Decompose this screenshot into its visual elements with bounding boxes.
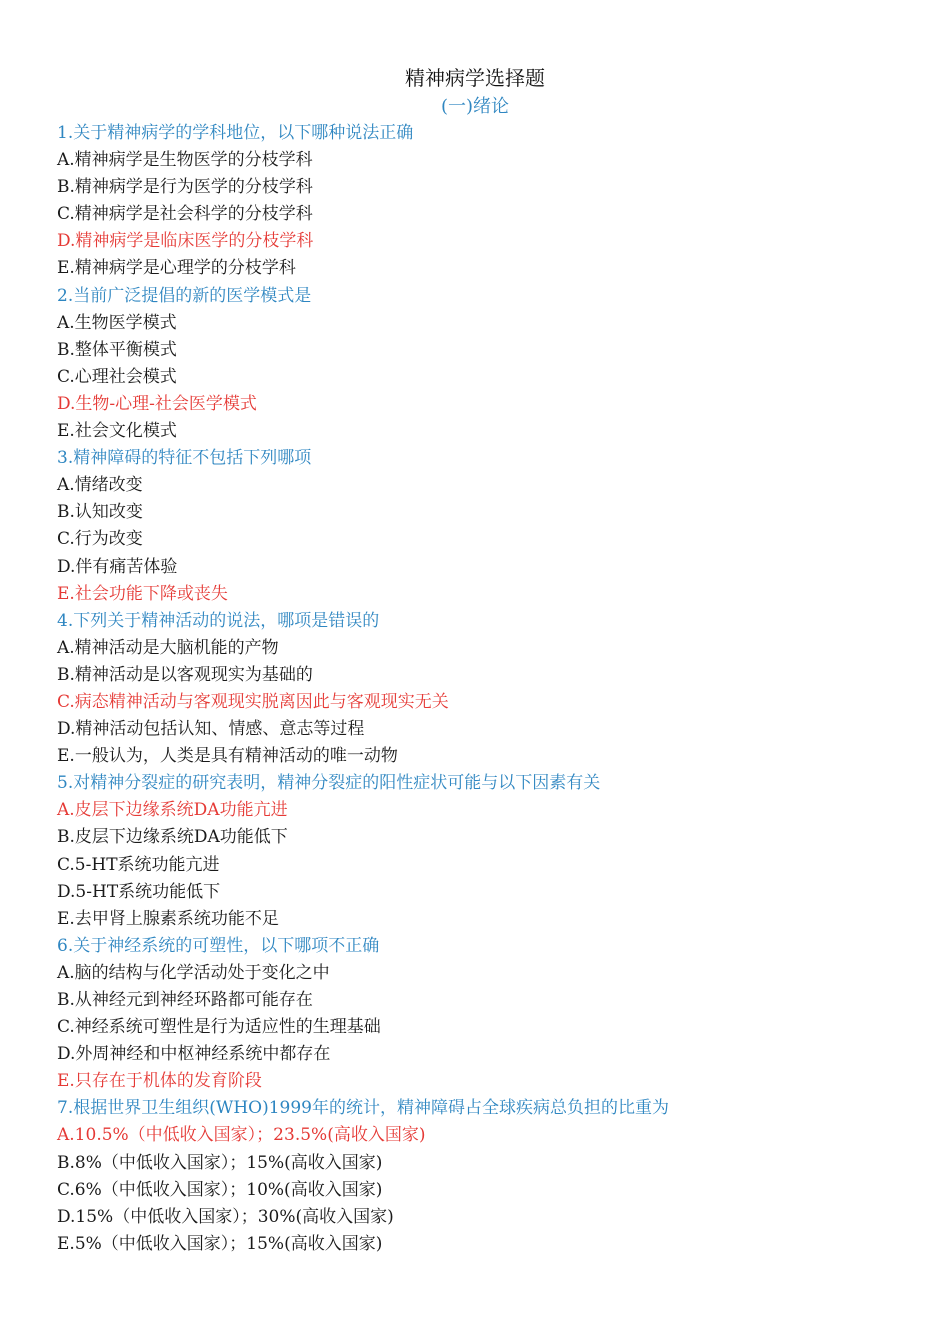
answer-choice: D.伴有痛苦体验 xyxy=(57,556,178,577)
answer-option: A.10.5%（中低收入国家）；23.5%(高收入国家) xyxy=(57,1125,426,1146)
answer-option: A.皮层下边缘系统DA功能亢进 xyxy=(57,800,288,821)
answer-option: E.只存在于机体的发育阶段 xyxy=(57,1071,262,1092)
answer-choice: A.精神活动是大脑机能的产物 xyxy=(57,637,279,658)
answer-choice: E.精神病学是心理学的分枝学科 xyxy=(57,258,296,279)
answer-option: E.社会功能下降或丧失 xyxy=(57,583,228,604)
answer-choice: C.精神病学是社会科学的分枝学科 xyxy=(57,204,313,225)
question-stem: 7.根据世界卫生组织(WHO)1999年的统计，精神障碍占全球疾病总负担的比重为 xyxy=(57,1098,669,1119)
answer-option: C.病态精神活动与客观现实脱离因此与客观现实无关 xyxy=(57,691,449,712)
answer-choice: B.整体平衡模式 xyxy=(57,339,177,360)
answer-choice: A.脑的结构与化学活动处于变化之中 xyxy=(57,962,330,983)
answer-choice: B.精神活动是以客观现实为基础的 xyxy=(57,664,313,685)
answer-choice: A.生物医学模式 xyxy=(57,312,177,333)
answer-choice: C.心理社会模式 xyxy=(57,366,177,387)
answer-choice: E.社会文化模式 xyxy=(57,421,177,442)
answer-choice: D.15%（中低收入国家）；30%(高收入国家) xyxy=(57,1206,394,1227)
answer-option: D.生物-心理-社会医学模式 xyxy=(57,393,257,414)
page-title: 精神病学选择题 xyxy=(405,66,545,90)
answer-choice: D.外周神经和中枢神经系统中都存在 xyxy=(57,1044,331,1065)
answer-choice: B.8%（中低收入国家）；15%(高收入国家) xyxy=(57,1152,383,1173)
question-stem: 2.当前广泛提倡的新的医学模式是 xyxy=(57,285,312,306)
answer-choice: E.一般认为，人类是具有精神活动的唯一动物 xyxy=(57,746,398,767)
section-heading: (一)绪论 xyxy=(440,96,510,117)
question-list xyxy=(57,120,917,1258)
answer-choice: A.情绪改变 xyxy=(57,475,143,496)
answer-choice: B.从神经元到神经环路都可能存在 xyxy=(57,990,313,1010)
question-stem: 5.对精神分裂症的研究表明，精神分裂症的阳性症状可能与以下因素有关 xyxy=(57,773,601,794)
answer-option: D.精神病学是临床医学的分枝学科 xyxy=(57,231,314,252)
question-stem: 6.关于神经系统的可塑性，以下哪项不正确 xyxy=(57,935,380,956)
answer-choice: D.精神活动包括认知、情感、意志等过程 xyxy=(57,719,365,740)
answer-choice: E.去甲肾上腺素系统功能不足 xyxy=(57,908,279,929)
question-stem: 4.下列关于精神活动的说法，哪项是错误的 xyxy=(57,610,380,631)
question-stem: 3.精神障碍的特征不包括下列哪项 xyxy=(57,448,312,469)
answer-choice: B.皮层下边缘系统DA功能低下 xyxy=(57,827,288,848)
answer-choice: A.精神病学是生物医学的分枝学科 xyxy=(57,150,313,171)
answer-choice: B.精神病学是行为医学的分枝学科 xyxy=(57,177,313,198)
answer-choice: C.6%（中低收入国家）；10%(高收入国家) xyxy=(57,1179,383,1200)
question-stem: 1.关于精神病学的学科地位，以下哪种说法正确 xyxy=(57,123,414,143)
answer-choice: D.5-HT系统功能低下 xyxy=(57,881,221,902)
answer-choice: C.5-HT系统功能亢进 xyxy=(57,854,220,875)
answer-choice: C.行为改变 xyxy=(57,529,143,550)
answer-choice: B.认知改变 xyxy=(57,502,143,523)
answer-choice: C.神经系统可塑性是行为适应性的生理基础 xyxy=(57,1017,381,1038)
answer-choice: E.5%（中低收入国家）；15%(高收入国家) xyxy=(57,1233,383,1254)
